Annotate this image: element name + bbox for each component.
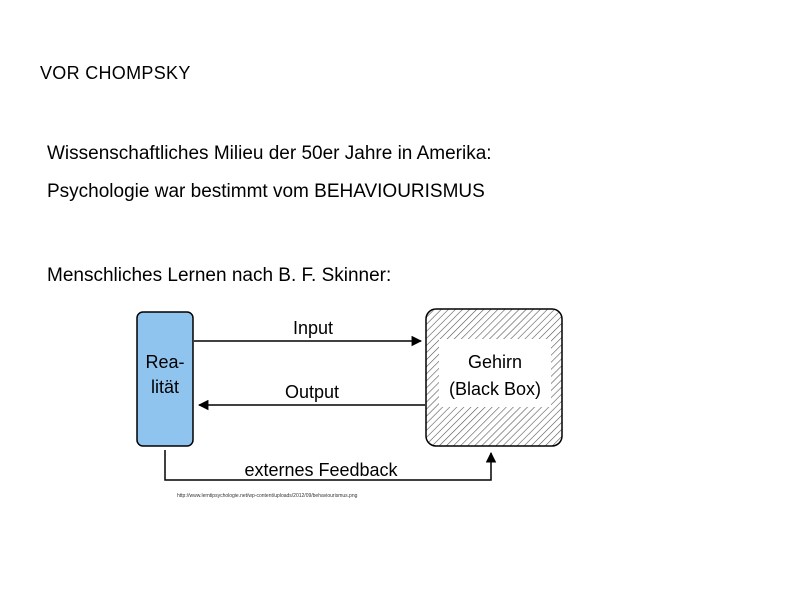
text-line-skinner: Menschliches Lernen nach B. F. Skinner: [47, 265, 392, 286]
behaviourism-diagram [125, 300, 585, 500]
brain-label-2: (Black Box) [448, 379, 542, 399]
output-label: Output [284, 382, 340, 402]
input-label: Input [292, 318, 334, 338]
text-line-behaviourismus: Psychologie war bestimmt vom BEHAVIOURISMUS [47, 181, 485, 202]
feedback-label: externes Feedback [244, 460, 398, 480]
reality-label-2: lität [150, 377, 180, 397]
slide-title: VOR CHOMPSKY [40, 63, 191, 83]
reality-label-1: Rea- [145, 352, 185, 372]
text-line-milieu: Wissenschaftliches Milieu der 50er Jahre in Amerika: [47, 143, 492, 164]
brain-label-1: Gehirn [467, 352, 523, 372]
source-url: http://www.lerntipsychologie.net/wp-content/uploads/2012/09/behaviourismus.png [177, 493, 358, 499]
